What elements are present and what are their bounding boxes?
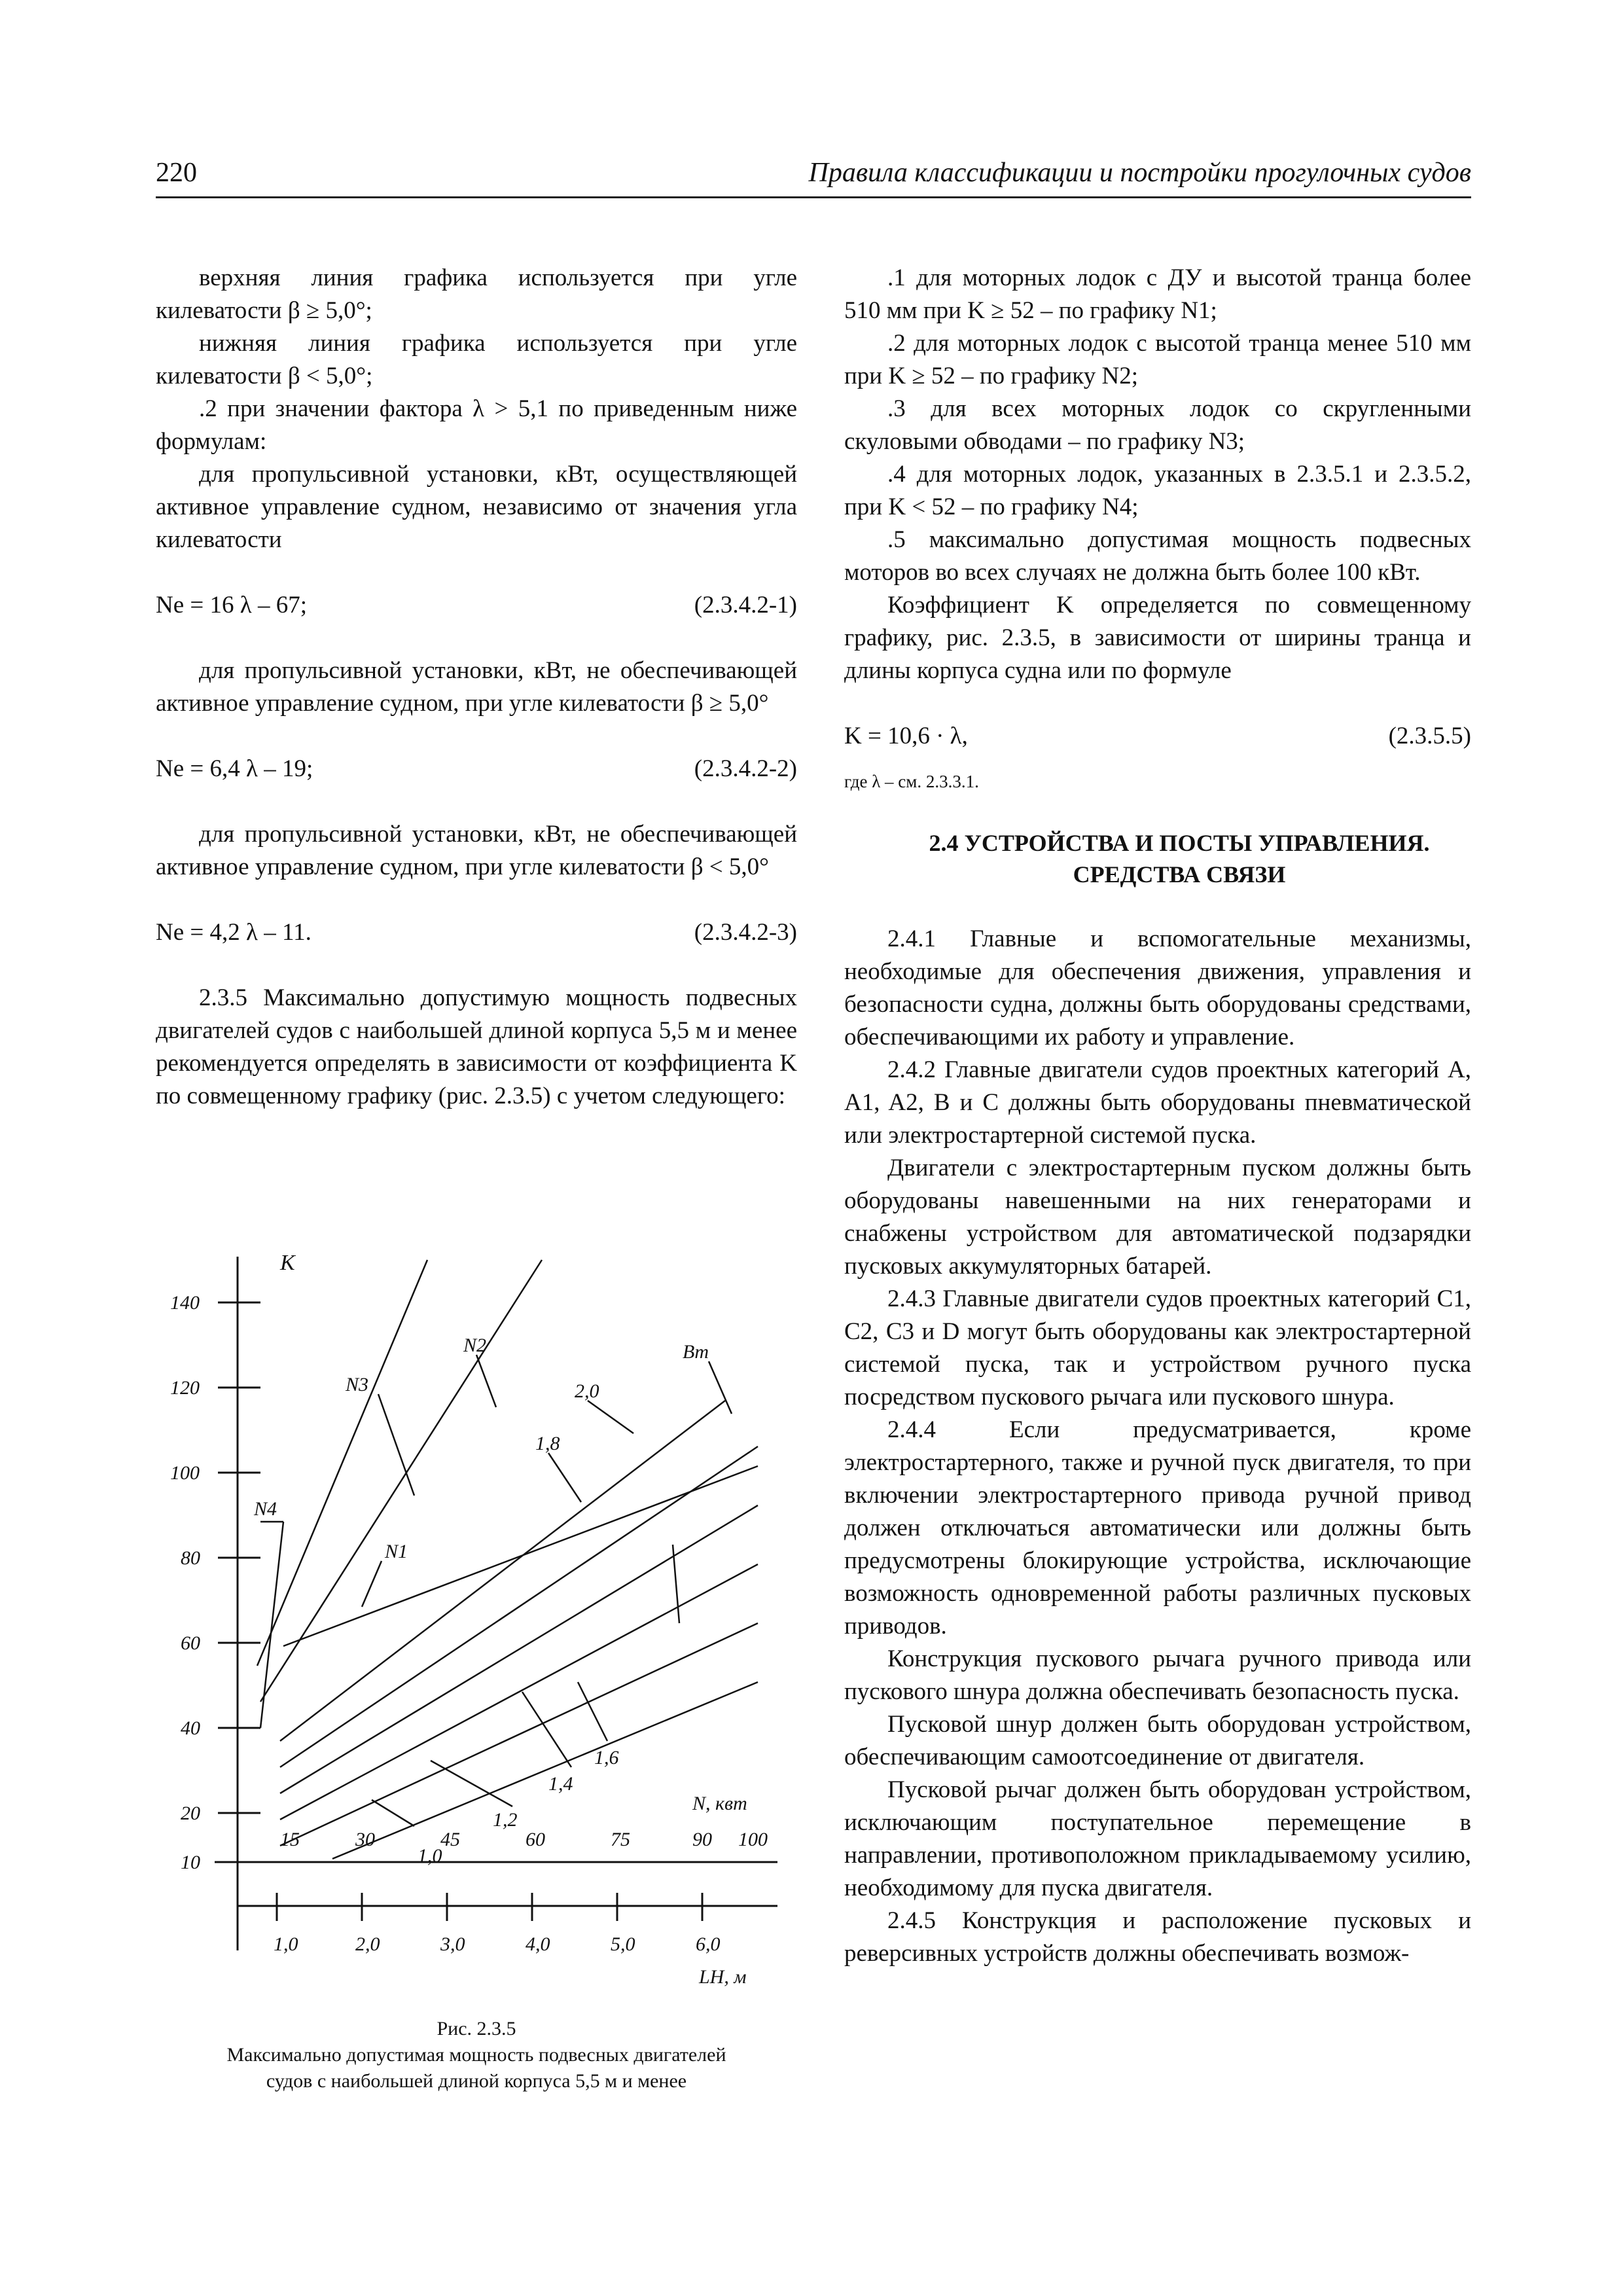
paragraph: для пропульсивной установки, кВт, осуществляющей активное управление судном, независимо от значения угла килеватости xyxy=(156,461,797,553)
line-label-2-0: 2,0 xyxy=(575,1380,599,1402)
section-title: 2.4 УСТРОЙСТВА И ПОСТЫ УПРАВЛЕНИЯ. xyxy=(929,830,1430,856)
paragraph-2-4-4: 2.4.4 Если предусматривается, кроме электростартерного, также и ручной пуск двигателя, то при включении электростартерного привода ручной привод должен отключаться автоматически или должны быть предусмотрены блокирующие устройства, исключающие возможность одновременной работы различных пусковых приводов. xyxy=(844,1416,1471,1640)
x-axis-label: N, квт xyxy=(692,1793,747,1814)
section-title: СРЕДСТВА СВЯЗИ xyxy=(1073,861,1286,888)
y-tick-label: 20 xyxy=(181,1803,200,1824)
line-label-n1: N1 xyxy=(385,1541,408,1562)
formula-2-3-4-2-1 xyxy=(156,589,797,622)
line-label-1-6: 1,6 xyxy=(594,1747,619,1768)
line-label-n4: N4 xyxy=(254,1498,277,1520)
paragraph: Коэффициент K определяется по совмещенному графику, рис. 2.3.5, в зависимости от ширины транца и длины корпуса судна или по формуле xyxy=(844,592,1471,684)
combined-graph xyxy=(156,1230,797,2003)
paragraph-2-4-5: 2.4.5 Конструкция и расположение пусковых и реверсивных устройств должны обеспечивать возмож- xyxy=(844,1907,1471,1967)
paragraph: .5 максимально допустимая мощность подвесных моторов во всех случаях не должна быть более 100 кВт. xyxy=(844,526,1471,586)
paragraph: Конструкция пускового рычага ручного привода или пускового шнура должна обеспечивать безопасность пуска. xyxy=(844,1645,1471,1705)
paragraph: Двигатели с электростартерным пуском должны быть оборудованы навешенными на них генераторами и снабжены устройством для автоматической подзарядки пусковых аккумуляторных батарей. xyxy=(844,1155,1471,1280)
formula-2-3-5-5 xyxy=(844,720,1471,753)
paragraph: Пусковой рычаг должен быть оборудован устройством, исключающим поступательное перемещение в направлении, противоположном прикладываемому усилию, необходимому для пуска двигателя. xyxy=(844,1776,1471,1901)
formula-2-3-4-2-2 xyxy=(156,753,797,785)
figure-caption xyxy=(156,2016,797,2094)
line-label-bt: Bт xyxy=(683,1341,709,1363)
formula-text: K = 10,6 · λ, xyxy=(844,723,968,749)
right-column xyxy=(844,262,1471,1970)
y-axis-label: K xyxy=(280,1251,295,1275)
formula-text: Ne = 4,2 λ – 11. xyxy=(156,919,312,946)
page-header xyxy=(156,149,1471,198)
x-tick-label: 90 xyxy=(692,1829,712,1850)
caption-line: судов с наибольшей длиной корпуса 5,5 м и менее xyxy=(266,2070,687,2092)
paragraph: для пропульсивной установки, кВт, не обеспечивающей активное управление судном, при угле килеватости β ≥ 5,0° xyxy=(156,657,797,717)
formula-text: Ne = 16 λ – 67; xyxy=(156,592,307,619)
paragraph: верхняя линия графика используется при угле килеватости β ≥ 5,0°; xyxy=(156,264,797,324)
caption-line: Максимально допустимая мощность подвесных двигателей xyxy=(226,2044,726,2066)
line-label-1-0: 1,0 xyxy=(418,1845,442,1867)
paragraph: для пропульсивной установки, кВт, не обеспечивающей активное управление судном, при угле килеватости β < 5,0° xyxy=(156,821,797,880)
x2-tick-label: 6,0 xyxy=(696,1933,721,1955)
x2-tick-label: 3,0 xyxy=(440,1933,465,1955)
paragraph: .4 для моторных лодок, указанных в 2.3.5.1 и 2.3.5.2, при K < 52 – по графику N4; xyxy=(844,461,1471,520)
paragraph-2-4-2: 2.4.2 Главные двигатели судов проектных категорий A, A1, A2, B и C должны быть оборудованы пневматической или электростартерной системой пуска. xyxy=(844,1056,1471,1149)
paragraph-2-4-1: 2.4.1 Главные и вспомогательные механизмы, необходимые для обеспечения движения, управления и безопасности судна, должны быть оборудованы средствами, обеспечивающими их работу и управление. xyxy=(844,925,1471,1050)
x-tick-label: 15 xyxy=(280,1829,300,1850)
y-tick-label: 80 xyxy=(181,1547,200,1569)
paragraph: .2 при значении фактора λ > 5,1 по приведенным ниже формулам: xyxy=(156,395,797,455)
line-label-1-2: 1,2 xyxy=(493,1809,518,1831)
y-tick-label: 40 xyxy=(181,1717,200,1739)
x-tick-label: 30 xyxy=(355,1829,375,1850)
x2-tick-label: 4,0 xyxy=(526,1933,550,1955)
paragraph: .2 для моторных лодок с высотой транца менее 510 мм при K ≥ 52 – по графику N2; xyxy=(844,330,1471,389)
x-tick-label: 60 xyxy=(526,1829,545,1850)
y-tick-label: 10 xyxy=(181,1852,200,1873)
line-label-n3: N3 xyxy=(346,1374,369,1395)
x-tick-label: 75 xyxy=(611,1829,630,1850)
y-tick-label: 60 xyxy=(181,1632,200,1654)
paragraph: .1 для моторных лодок с ДУ и высотой транца более 510 мм при K ≥ 52 – по графику N1; xyxy=(844,264,1471,324)
left-column xyxy=(156,262,797,1113)
formula-number: (2.3.4.2-2) xyxy=(694,755,797,782)
x-tick-label: 45 xyxy=(440,1829,460,1850)
paragraph-2-4-3: 2.4.3 Главные двигатели судов проектных категорий C1, C2, C3 и D могут быть оборудованы как электростартерной системой пуска, так и устройством ручного пуска посредством пускового рычага или пускового шнура. xyxy=(844,1285,1471,1410)
y-tick-label: 120 xyxy=(170,1377,200,1399)
paragraph-2-3-5: 2.3.5 Максимально допустимую мощность подвесных двигателей судов с наибольшей длиной корпуса 5,5 м и менее рекомендуется определять в зависимости от коэффициента K по совмещенному графику (рис. 2.3.5) с учетом следующего: xyxy=(156,984,797,1109)
paragraph: Пусковой шнур должен быть оборудован устройством, обеспечивающим самоотсоединение от двигателя. xyxy=(844,1711,1471,1770)
paragraph: .3 для всех моторных лодок со скругленными скуловыми обводами – по графику N3; xyxy=(844,395,1471,455)
y-tick-label: 140 xyxy=(170,1292,200,1314)
x2-axis-label: LH, м xyxy=(699,1966,747,1988)
caption-number: Рис. 2.3.5 xyxy=(437,2018,516,2039)
x2-tick-label: 2,0 xyxy=(355,1933,380,1955)
x2-tick-label: 1,0 xyxy=(274,1933,298,1955)
running-title: Правила классификации и постройки прогулочных судов xyxy=(808,158,1471,188)
formula-number: (2.3.5.5) xyxy=(1388,723,1471,749)
x2-tick-label: 5,0 xyxy=(611,1933,635,1955)
y-tick-label: 100 xyxy=(170,1462,200,1484)
formula-number: (2.3.4.2-1) xyxy=(694,592,797,619)
page-number: 220 xyxy=(156,158,197,188)
x-tick-label: 100 xyxy=(738,1829,768,1850)
formula-2-3-4-2-3 xyxy=(156,916,797,949)
line-label-1-4: 1,4 xyxy=(548,1773,573,1795)
formula-number: (2.3.4.2-3) xyxy=(694,919,797,946)
paragraph: нижняя линия графика используется при угле килеватости β < 5,0°; xyxy=(156,330,797,389)
formula-text: Ne = 6,4 λ – 19; xyxy=(156,755,313,782)
figure-2-3-5 xyxy=(156,1230,797,2173)
line-label-1-8: 1,8 xyxy=(535,1433,560,1454)
where-note: где λ – см. 2.3.3.1. xyxy=(844,772,979,791)
line-label-n2: N2 xyxy=(463,1335,487,1356)
